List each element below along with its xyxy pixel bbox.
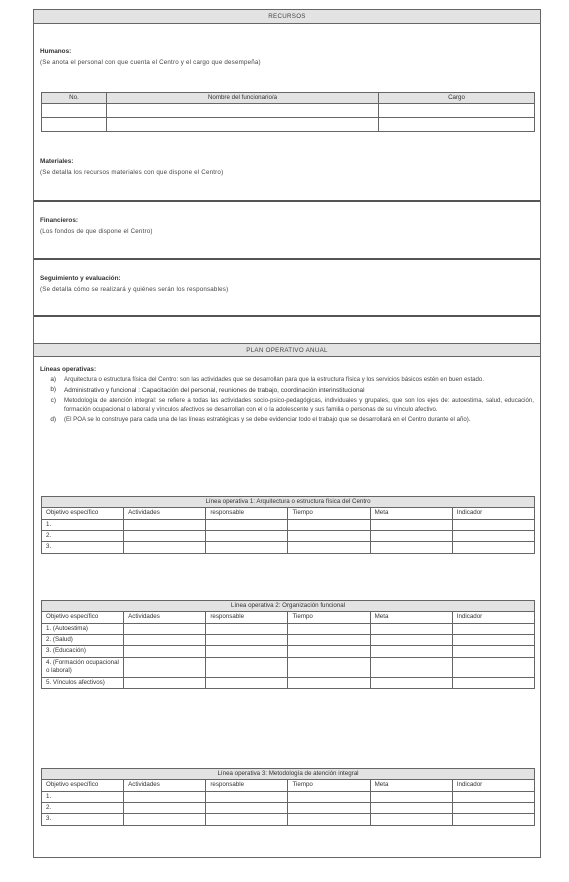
table-caption: Línea operativa 3: Metodología de atención integral [42,769,535,780]
list-text: Administrativo y funcional : Capacitación del personal, reuniones de trabajo, coordinación interinstitucional [64,387,365,395]
col-header-indicador: Indicador [452,612,534,623]
table-row [42,803,535,814]
list-item [40,397,534,415]
materiales-section [40,158,534,177]
list-item [40,376,534,385]
row-label: 5. Vínculos afectivos) [42,677,124,688]
col-header-tiempo: Tiempo [288,612,370,623]
col-header-meta: Meta [370,508,452,519]
col-header-no: No. [42,93,107,104]
col-header-objetivo: Objetivo específico [42,612,124,623]
list-text: Arquitectura o estructura física del Centro: son las actividades que se desarrollan para que la estructura física y los servicios básicos estén en buen estado. [64,376,485,384]
table-row [42,623,535,634]
humanos-table [41,92,535,132]
row-label: 1. [42,791,124,802]
table-caption: Línea operativa 2: Organización funcional [42,601,535,612]
divider [34,200,540,202]
table-row [42,646,535,657]
financieros-heading: Financieros: [40,217,78,224]
humanos-heading: Humanos: [40,48,72,55]
seguimiento-section [40,275,534,294]
row-label: 1. (Autoestima) [42,623,124,634]
table-row [42,531,535,542]
seguimiento-desc: (Se detalla cómo se realizará y quiénes serán los responsables) [40,285,229,293]
row-label: 1. [42,519,124,530]
col-header-actividades: Actividades [124,612,206,623]
table-row [42,542,535,553]
financieros-section [40,217,534,236]
materiales-heading: Materiales: [40,158,74,165]
row-label: 2. [42,803,124,814]
table-row [42,519,535,530]
list-item [40,386,534,395]
poa-title: PLAN OPERATIVO ANUAL [34,343,540,357]
col-header-actividades: Actividades [124,508,206,519]
list-marker: b) [50,386,56,394]
col-header-responsable: responsable [206,508,288,519]
lineas-heading: Líneas operativas: [40,366,97,373]
col-header-actividades: Actividades [124,780,206,791]
col-header-meta: Meta [370,612,452,623]
row-label: 3. (Educación) [42,646,124,657]
divider [34,315,540,317]
materiales-desc: (Se detalla los recursos materiales con que dispone el Centro) [40,168,224,176]
seguimiento-heading: Seguimiento y evaluación: [40,275,121,282]
col-header-responsable: responsable [206,780,288,791]
table-caption: Línea operativa 1: Arquitectura o estructura física del Centro [42,497,535,508]
operative-table-1 [41,496,535,554]
operative-table-3 [41,768,535,826]
humanos-desc: (Se anota el personal con que cuenta el Centro y el cargo que desempeña) [40,58,261,66]
col-header-objetivo: Objetivo específico [42,780,124,791]
col-header-meta: Meta [370,780,452,791]
recursos-title: RECURSOS [34,10,540,24]
list-marker: c) [50,397,56,405]
row-label: 4. (Formación ocupacional o laboral) [42,657,124,677]
operative-table-2 [41,600,535,689]
table-row [42,814,535,825]
row-label: 2. (Salud) [42,635,124,646]
table-row [42,677,535,688]
table-row [42,657,535,677]
col-header-objetivo: Objetivo específico [42,508,124,519]
col-header-indicador: Indicador [452,780,534,791]
table-row [42,635,535,646]
list-text: Metodología de atención integral: se refiere a todas las actividades socio-psico-pedagógicas, individuales y grupales, que son los ejes de: autoestima, salud, educación, formación ocupacional o laboral y vínculos afectivos se desarrollan con el o la adolescente y sus familia o personas de su vínculo afectivo. [64,397,534,414]
col-header-tiempo: Tiempo [288,780,370,791]
list-item [40,416,534,425]
lineas-list [40,376,534,425]
table-row [42,118,535,132]
lineas-operativas [34,362,540,425]
row-label: 2. [42,531,124,542]
col-header-cargo: Cargo [379,93,535,104]
col-header-nombre: Nombre del funcionario/a [107,93,379,104]
divider [34,258,540,260]
row-label: 3. [42,542,124,553]
list-marker: d) [50,416,56,424]
col-header-responsable: responsable [206,612,288,623]
humanos-section [40,48,534,67]
col-header-indicador: Indicador [452,508,534,519]
document-page [33,9,541,858]
table-row [42,104,535,118]
list-text: (El POA se lo construye para cada una de las líneas estratégicas y se debe evidenciar todo el trabajo que se desarrollará en el Centro durante el año). [64,416,471,424]
list-marker: a) [50,376,56,384]
financieros-desc: (Los fondos de que dispone el Centro) [40,227,153,235]
row-label: 3. [42,814,124,825]
col-header-tiempo: Tiempo [288,508,370,519]
table-row [42,791,535,802]
